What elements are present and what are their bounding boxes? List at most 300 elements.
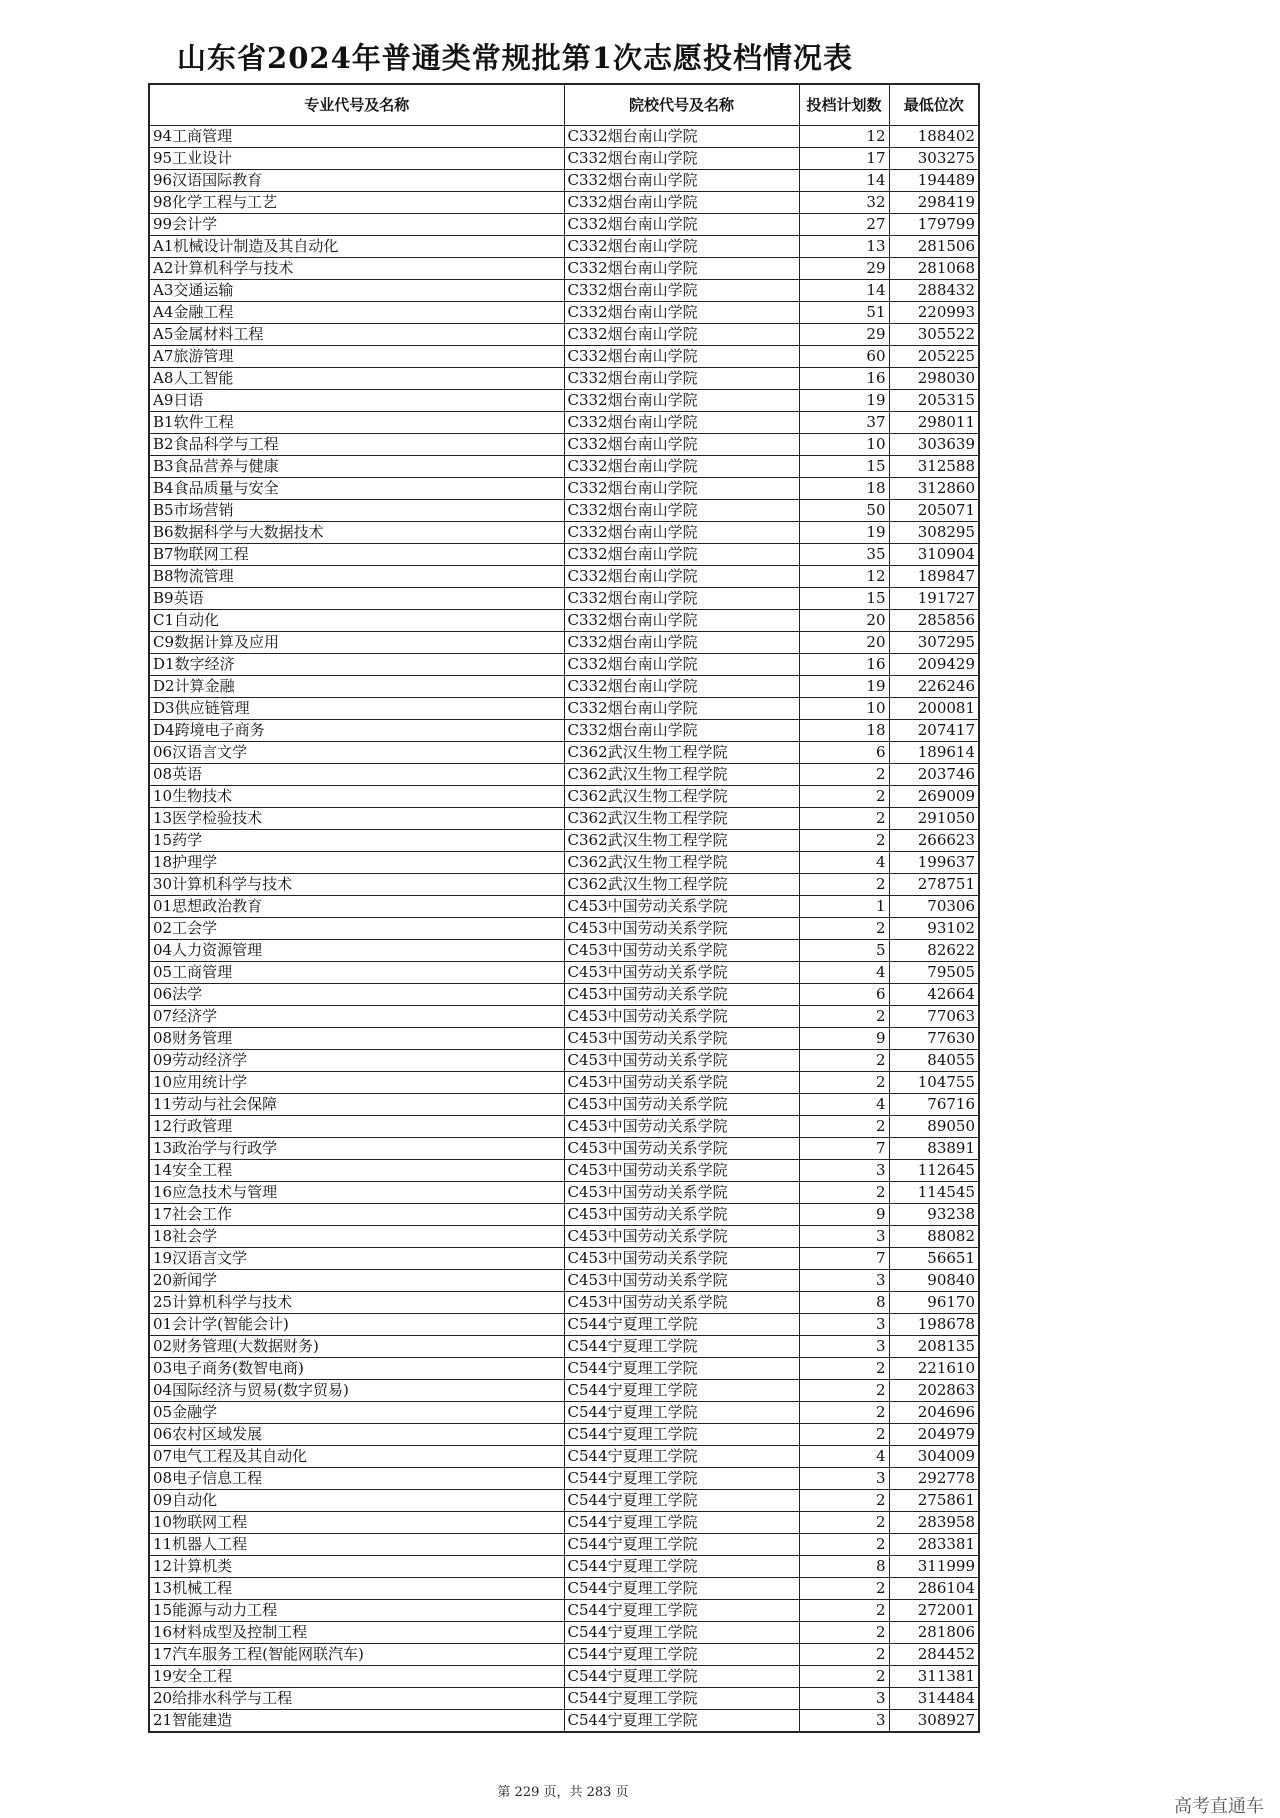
- cell-min-rank: 314484: [889, 1688, 979, 1710]
- cell-min-rank: 303639: [889, 434, 979, 456]
- cell-min-rank: 204979: [889, 1424, 979, 1446]
- cell-school: C453中国劳动关系学院: [564, 1248, 799, 1270]
- cell-plan-count: 3: [799, 1710, 889, 1733]
- cell-plan-count: 20: [799, 610, 889, 632]
- cell-plan-count: 19: [799, 522, 889, 544]
- cell-plan-count: 4: [799, 1094, 889, 1116]
- cell-min-rank: 292778: [889, 1468, 979, 1490]
- cell-major: B9英语: [149, 588, 564, 610]
- header-school: 院校代号及名称: [564, 84, 799, 126]
- cell-min-rank: 104755: [889, 1072, 979, 1094]
- cell-min-rank: 189614: [889, 742, 979, 764]
- cell-school: C544宁夏理工学院: [564, 1666, 799, 1688]
- cell-min-rank: 298030: [889, 368, 979, 390]
- cell-school: C453中国劳动关系学院: [564, 1204, 799, 1226]
- cell-school: C453中国劳动关系学院: [564, 1116, 799, 1138]
- cell-major: 15能源与动力工程: [149, 1600, 564, 1622]
- table-row: [149, 1512, 979, 1534]
- table-header-row: [149, 84, 979, 126]
- cell-school: C544宁夏理工学院: [564, 1314, 799, 1336]
- cell-plan-count: 3: [799, 1468, 889, 1490]
- cell-plan-count: 2: [799, 1644, 889, 1666]
- cell-plan-count: 29: [799, 258, 889, 280]
- cell-school: C544宁夏理工学院: [564, 1710, 799, 1733]
- table-row: [149, 1468, 979, 1490]
- cell-plan-count: 4: [799, 852, 889, 874]
- cell-major: 95工业设计: [149, 148, 564, 170]
- cell-plan-count: 35: [799, 544, 889, 566]
- cell-major: 18护理学: [149, 852, 564, 874]
- cell-plan-count: 2: [799, 786, 889, 808]
- table-row: [149, 808, 979, 830]
- table-row: [149, 1006, 979, 1028]
- cell-plan-count: 19: [799, 390, 889, 412]
- cell-school: C453中国劳动关系学院: [564, 1094, 799, 1116]
- cell-school: C544宁夏理工学院: [564, 1446, 799, 1468]
- cell-school: C544宁夏理工学院: [564, 1402, 799, 1424]
- cell-school: C453中国劳动关系学院: [564, 1182, 799, 1204]
- cell-school: C544宁夏理工学院: [564, 1644, 799, 1666]
- cell-school: C332烟台南山学院: [564, 632, 799, 654]
- cell-min-rank: 88082: [889, 1226, 979, 1248]
- table-row: [149, 434, 979, 456]
- cell-plan-count: 3: [799, 1688, 889, 1710]
- cell-school: C453中国劳动关系学院: [564, 1138, 799, 1160]
- table-row: [149, 1688, 979, 1710]
- cell-major: 18社会学: [149, 1226, 564, 1248]
- table-row: [149, 610, 979, 632]
- cell-min-rank: 89050: [889, 1116, 979, 1138]
- watermark: 高考直通车: [1174, 1796, 1264, 1817]
- cell-school: C544宁夏理工学院: [564, 1534, 799, 1556]
- cell-plan-count: 20: [799, 632, 889, 654]
- cell-plan-count: 2: [799, 1600, 889, 1622]
- cell-major: D4跨境电子商务: [149, 720, 564, 742]
- table-row: [149, 720, 979, 742]
- cell-school: C332烟台南山学院: [564, 566, 799, 588]
- cell-major: 20给排水科学与工程: [149, 1688, 564, 1710]
- cell-school: C332烟台南山学院: [564, 148, 799, 170]
- cell-major: 13机械工程: [149, 1578, 564, 1600]
- cell-plan-count: 2: [799, 1578, 889, 1600]
- cell-min-rank: 291050: [889, 808, 979, 830]
- cell-min-rank: 311999: [889, 1556, 979, 1578]
- cell-min-rank: 77063: [889, 1006, 979, 1028]
- cell-school: C544宁夏理工学院: [564, 1556, 799, 1578]
- table-row: [149, 698, 979, 720]
- cell-school: C332烟台南山学院: [564, 280, 799, 302]
- cell-plan-count: 8: [799, 1556, 889, 1578]
- cell-school: C453中国劳动关系学院: [564, 940, 799, 962]
- cell-school: C332烟台南山学院: [564, 302, 799, 324]
- cell-min-rank: 269009: [889, 786, 979, 808]
- table-row: [149, 764, 979, 786]
- cell-plan-count: 2: [799, 1006, 889, 1028]
- cell-plan-count: 4: [799, 962, 889, 984]
- table-row: [149, 346, 979, 368]
- cell-plan-count: 16: [799, 654, 889, 676]
- table-row: [149, 544, 979, 566]
- cell-school: C453中国劳动关系学院: [564, 1226, 799, 1248]
- table-row: [149, 500, 979, 522]
- cell-plan-count: 2: [799, 1424, 889, 1446]
- table-row: [149, 1248, 979, 1270]
- cell-plan-count: 2: [799, 1182, 889, 1204]
- table-row: [149, 1446, 979, 1468]
- cell-major: D1数字经济: [149, 654, 564, 676]
- table-row: [149, 1380, 979, 1402]
- table-row: [149, 566, 979, 588]
- cell-min-rank: 93238: [889, 1204, 979, 1226]
- cell-major: 09自动化: [149, 1490, 564, 1512]
- cell-major: 10物联网工程: [149, 1512, 564, 1534]
- cell-plan-count: 14: [799, 280, 889, 302]
- cell-plan-count: 51: [799, 302, 889, 324]
- table-row: [149, 1556, 979, 1578]
- cell-plan-count: 7: [799, 1138, 889, 1160]
- cell-plan-count: 27: [799, 214, 889, 236]
- cell-plan-count: 5: [799, 940, 889, 962]
- cell-plan-count: 6: [799, 984, 889, 1006]
- cell-major: 10应用统计学: [149, 1072, 564, 1094]
- cell-min-rank: 304009: [889, 1446, 979, 1468]
- cell-school: C453中国劳动关系学院: [564, 984, 799, 1006]
- cell-major: 07电气工程及其自动化: [149, 1446, 564, 1468]
- cell-major: 06农村区域发展: [149, 1424, 564, 1446]
- cell-plan-count: 2: [799, 1490, 889, 1512]
- cell-plan-count: 2: [799, 1402, 889, 1424]
- table-row: [149, 1028, 979, 1050]
- cell-min-rank: 312860: [889, 478, 979, 500]
- cell-school: C453中国劳动关系学院: [564, 1006, 799, 1028]
- cell-min-rank: 205071: [889, 500, 979, 522]
- cell-plan-count: 19: [799, 676, 889, 698]
- table-row: [149, 786, 979, 808]
- cell-major: B5市场营销: [149, 500, 564, 522]
- cell-min-rank: 285856: [889, 610, 979, 632]
- cell-major: 04国际经济与贸易(数字贸易): [149, 1380, 564, 1402]
- cell-min-rank: 56651: [889, 1248, 979, 1270]
- cell-major: 06法学: [149, 984, 564, 1006]
- cell-major: 16应急技术与管理: [149, 1182, 564, 1204]
- table-row: [149, 1710, 979, 1733]
- header-plan-count: 投档计划数: [799, 84, 889, 126]
- cell-major: 08英语: [149, 764, 564, 786]
- table-row: [149, 1050, 979, 1072]
- cell-major: 10生物技术: [149, 786, 564, 808]
- cell-major: 04人力资源管理: [149, 940, 564, 962]
- cell-min-rank: 205315: [889, 390, 979, 412]
- cell-school: C332烟台南山学院: [564, 390, 799, 412]
- cell-min-rank: 77630: [889, 1028, 979, 1050]
- cell-major: D2计算金融: [149, 676, 564, 698]
- cell-min-rank: 194489: [889, 170, 979, 192]
- cell-min-rank: 220993: [889, 302, 979, 324]
- header-min-rank: 最低位次: [889, 84, 979, 126]
- cell-major: 08电子信息工程: [149, 1468, 564, 1490]
- cell-min-rank: 298011: [889, 412, 979, 434]
- cell-school: C332烟台南山学院: [564, 324, 799, 346]
- table-row: [149, 1336, 979, 1358]
- cell-min-rank: 70306: [889, 896, 979, 918]
- cell-major: 17汽车服务工程(智能网联汽车): [149, 1644, 564, 1666]
- cell-school: C332烟台南山学院: [564, 126, 799, 148]
- cell-min-rank: 42664: [889, 984, 979, 1006]
- table-row: [149, 324, 979, 346]
- cell-major: 99会计学: [149, 214, 564, 236]
- cell-major: 08财务管理: [149, 1028, 564, 1050]
- cell-plan-count: 2: [799, 1358, 889, 1380]
- cell-min-rank: 84055: [889, 1050, 979, 1072]
- cell-plan-count: 2: [799, 830, 889, 852]
- table-row: [149, 874, 979, 896]
- cell-plan-count: 9: [799, 1204, 889, 1226]
- cell-major: 11机器人工程: [149, 1534, 564, 1556]
- cell-school: C362武汉生物工程学院: [564, 786, 799, 808]
- table-row: [149, 896, 979, 918]
- cell-plan-count: 2: [799, 1116, 889, 1138]
- cell-min-rank: 303275: [889, 148, 979, 170]
- cell-min-rank: 308295: [889, 522, 979, 544]
- cell-min-rank: 283381: [889, 1534, 979, 1556]
- cell-major: 94工商管理: [149, 126, 564, 148]
- cell-major: C9数据计算及应用: [149, 632, 564, 654]
- cell-plan-count: 2: [799, 1622, 889, 1644]
- cell-min-rank: 202863: [889, 1380, 979, 1402]
- cell-min-rank: 112645: [889, 1160, 979, 1182]
- table-row: [149, 170, 979, 192]
- table-row: [149, 236, 979, 258]
- table-row: [149, 258, 979, 280]
- table-row: [149, 742, 979, 764]
- table-row: [149, 588, 979, 610]
- cell-school: C362武汉生物工程学院: [564, 764, 799, 786]
- cell-major: B4食品质量与安全: [149, 478, 564, 500]
- cell-major: 13政治学与行政学: [149, 1138, 564, 1160]
- cell-plan-count: 3: [799, 1336, 889, 1358]
- cell-major: 98化学工程与工艺: [149, 192, 564, 214]
- cell-major: 19汉语言文学: [149, 1248, 564, 1270]
- cell-plan-count: 13: [799, 236, 889, 258]
- cell-school: C332烟台南山学院: [564, 654, 799, 676]
- page-title: 山东省2024年普通类常规批第1次志愿投档情况表: [177, 41, 853, 75]
- cell-school: C332烟台南山学院: [564, 412, 799, 434]
- table-row: [149, 214, 979, 236]
- table-row: [149, 1116, 979, 1138]
- cell-min-rank: 199637: [889, 852, 979, 874]
- cell-min-rank: 281506: [889, 236, 979, 258]
- cell-plan-count: 9: [799, 1028, 889, 1050]
- cell-school: C362武汉生物工程学院: [564, 742, 799, 764]
- cell-school: C332烟台南山学院: [564, 522, 799, 544]
- cell-min-rank: 310904: [889, 544, 979, 566]
- table-row: [149, 632, 979, 654]
- cell-school: C332烟台南山学院: [564, 720, 799, 742]
- table-row: [149, 1138, 979, 1160]
- cell-plan-count: 2: [799, 1534, 889, 1556]
- cell-min-rank: 203746: [889, 764, 979, 786]
- cell-school: C332烟台南山学院: [564, 500, 799, 522]
- cell-min-rank: 308927: [889, 1710, 979, 1733]
- table-row: [149, 1424, 979, 1446]
- cell-major: 09劳动经济学: [149, 1050, 564, 1072]
- cell-major: 19安全工程: [149, 1666, 564, 1688]
- cell-school: C332烟台南山学院: [564, 236, 799, 258]
- table-row: [149, 962, 979, 984]
- cell-major: 12计算机类: [149, 1556, 564, 1578]
- table-row: [149, 1226, 979, 1248]
- admission-table: [148, 83, 980, 1733]
- cell-major: 07经济学: [149, 1006, 564, 1028]
- cell-school: C332烟台南山学院: [564, 192, 799, 214]
- cell-school: C453中国劳动关系学院: [564, 1050, 799, 1072]
- cell-min-rank: 275861: [889, 1490, 979, 1512]
- cell-plan-count: 60: [799, 346, 889, 368]
- cell-min-rank: 90840: [889, 1270, 979, 1292]
- cell-min-rank: 205225: [889, 346, 979, 368]
- cell-min-rank: 209429: [889, 654, 979, 676]
- cell-major: 02财务管理(大数据财务): [149, 1336, 564, 1358]
- cell-plan-count: 16: [799, 368, 889, 390]
- cell-min-rank: 311381: [889, 1666, 979, 1688]
- table-row: [149, 456, 979, 478]
- cell-school: C453中国劳动关系学院: [564, 1270, 799, 1292]
- cell-plan-count: 3: [799, 1314, 889, 1336]
- cell-major: 01会计学(智能会计): [149, 1314, 564, 1336]
- cell-min-rank: 281068: [889, 258, 979, 280]
- table-row: [149, 412, 979, 434]
- cell-major: 14安全工程: [149, 1160, 564, 1182]
- cell-school: C453中国劳动关系学院: [564, 918, 799, 940]
- cell-school: C332烟台南山学院: [564, 588, 799, 610]
- cell-school: C544宁夏理工学院: [564, 1600, 799, 1622]
- cell-major: 30计算机科学与技术: [149, 874, 564, 896]
- table-row: [149, 654, 979, 676]
- cell-school: C544宁夏理工学院: [564, 1622, 799, 1644]
- cell-min-rank: 79505: [889, 962, 979, 984]
- table-row: [149, 478, 979, 500]
- cell-plan-count: 2: [799, 1050, 889, 1072]
- cell-school: C544宁夏理工学院: [564, 1424, 799, 1446]
- cell-school: C544宁夏理工学院: [564, 1358, 799, 1380]
- cell-school: C362武汉生物工程学院: [564, 808, 799, 830]
- cell-school: C332烟台南山学院: [564, 478, 799, 500]
- table-row: [149, 830, 979, 852]
- table-row: [149, 1490, 979, 1512]
- table-row: [149, 1072, 979, 1094]
- cell-major: 05金融学: [149, 1402, 564, 1424]
- cell-major: 17社会工作: [149, 1204, 564, 1226]
- table-row: [149, 1402, 979, 1424]
- table-row: [149, 852, 979, 874]
- table-row: [149, 522, 979, 544]
- cell-school: C332烟台南山学院: [564, 698, 799, 720]
- cell-plan-count: 10: [799, 698, 889, 720]
- cell-plan-count: 29: [799, 324, 889, 346]
- cell-major: 12行政管理: [149, 1116, 564, 1138]
- cell-min-rank: 207417: [889, 720, 979, 742]
- cell-school: C332烟台南山学院: [564, 676, 799, 698]
- cell-school: C453中国劳动关系学院: [564, 1072, 799, 1094]
- cell-plan-count: 14: [799, 170, 889, 192]
- cell-min-rank: 93102: [889, 918, 979, 940]
- cell-min-rank: 226246: [889, 676, 979, 698]
- cell-major: 16材料成型及控制工程: [149, 1622, 564, 1644]
- cell-min-rank: 82622: [889, 940, 979, 962]
- cell-min-rank: 266623: [889, 830, 979, 852]
- table-row: [149, 1160, 979, 1182]
- cell-major: B2食品科学与工程: [149, 434, 564, 456]
- cell-major: A8人工智能: [149, 368, 564, 390]
- cell-school: C332烟台南山学院: [564, 346, 799, 368]
- table-row: [149, 192, 979, 214]
- cell-major: A4金融工程: [149, 302, 564, 324]
- cell-plan-count: 6: [799, 742, 889, 764]
- table-row: [149, 1094, 979, 1116]
- cell-min-rank: 272001: [889, 1600, 979, 1622]
- table-row: [149, 148, 979, 170]
- cell-school: C453中国劳动关系学院: [564, 896, 799, 918]
- cell-major: 02工会学: [149, 918, 564, 940]
- cell-plan-count: 12: [799, 566, 889, 588]
- cell-school: C332烟台南山学院: [564, 368, 799, 390]
- cell-min-rank: 281806: [889, 1622, 979, 1644]
- cell-major: B3食品营养与健康: [149, 456, 564, 478]
- table-body: [149, 126, 979, 1733]
- table-row: [149, 984, 979, 1006]
- cell-plan-count: 3: [799, 1160, 889, 1182]
- cell-major: 11劳动与社会保障: [149, 1094, 564, 1116]
- cell-plan-count: 3: [799, 1226, 889, 1248]
- cell-plan-count: 2: [799, 918, 889, 940]
- cell-plan-count: 12: [799, 126, 889, 148]
- cell-min-rank: 188402: [889, 126, 979, 148]
- table-row: [149, 1292, 979, 1314]
- table-row: [149, 1666, 979, 1688]
- table-row: [149, 368, 979, 390]
- table-row: [149, 1578, 979, 1600]
- cell-plan-count: 10: [799, 434, 889, 456]
- cell-min-rank: 221610: [889, 1358, 979, 1380]
- table-row: [149, 390, 979, 412]
- cell-min-rank: 83891: [889, 1138, 979, 1160]
- cell-major: A9日语: [149, 390, 564, 412]
- cell-major: A2计算机科学与技术: [149, 258, 564, 280]
- table-row: [149, 126, 979, 148]
- table-row: [149, 1182, 979, 1204]
- cell-major: B6数据科学与大数据技术: [149, 522, 564, 544]
- cell-plan-count: 15: [799, 456, 889, 478]
- cell-school: C362武汉生物工程学院: [564, 852, 799, 874]
- cell-plan-count: 2: [799, 1380, 889, 1402]
- cell-min-rank: 198678: [889, 1314, 979, 1336]
- cell-school: C544宁夏理工学院: [564, 1512, 799, 1534]
- cell-min-rank: 200081: [889, 698, 979, 720]
- cell-major: 15药学: [149, 830, 564, 852]
- cell-school: C332烟台南山学院: [564, 456, 799, 478]
- cell-plan-count: 17: [799, 148, 889, 170]
- cell-school: C332烟台南山学院: [564, 214, 799, 236]
- table-row: [149, 1600, 979, 1622]
- table-row: [149, 1204, 979, 1226]
- cell-major: 20新闻学: [149, 1270, 564, 1292]
- cell-school: C453中国劳动关系学院: [564, 1028, 799, 1050]
- cell-school: C332烟台南山学院: [564, 170, 799, 192]
- cell-major: 01思想政治教育: [149, 896, 564, 918]
- table-row: [149, 676, 979, 698]
- cell-major: B8物流管理: [149, 566, 564, 588]
- page-footer: 第 229 页，共 283 页: [497, 1785, 629, 1800]
